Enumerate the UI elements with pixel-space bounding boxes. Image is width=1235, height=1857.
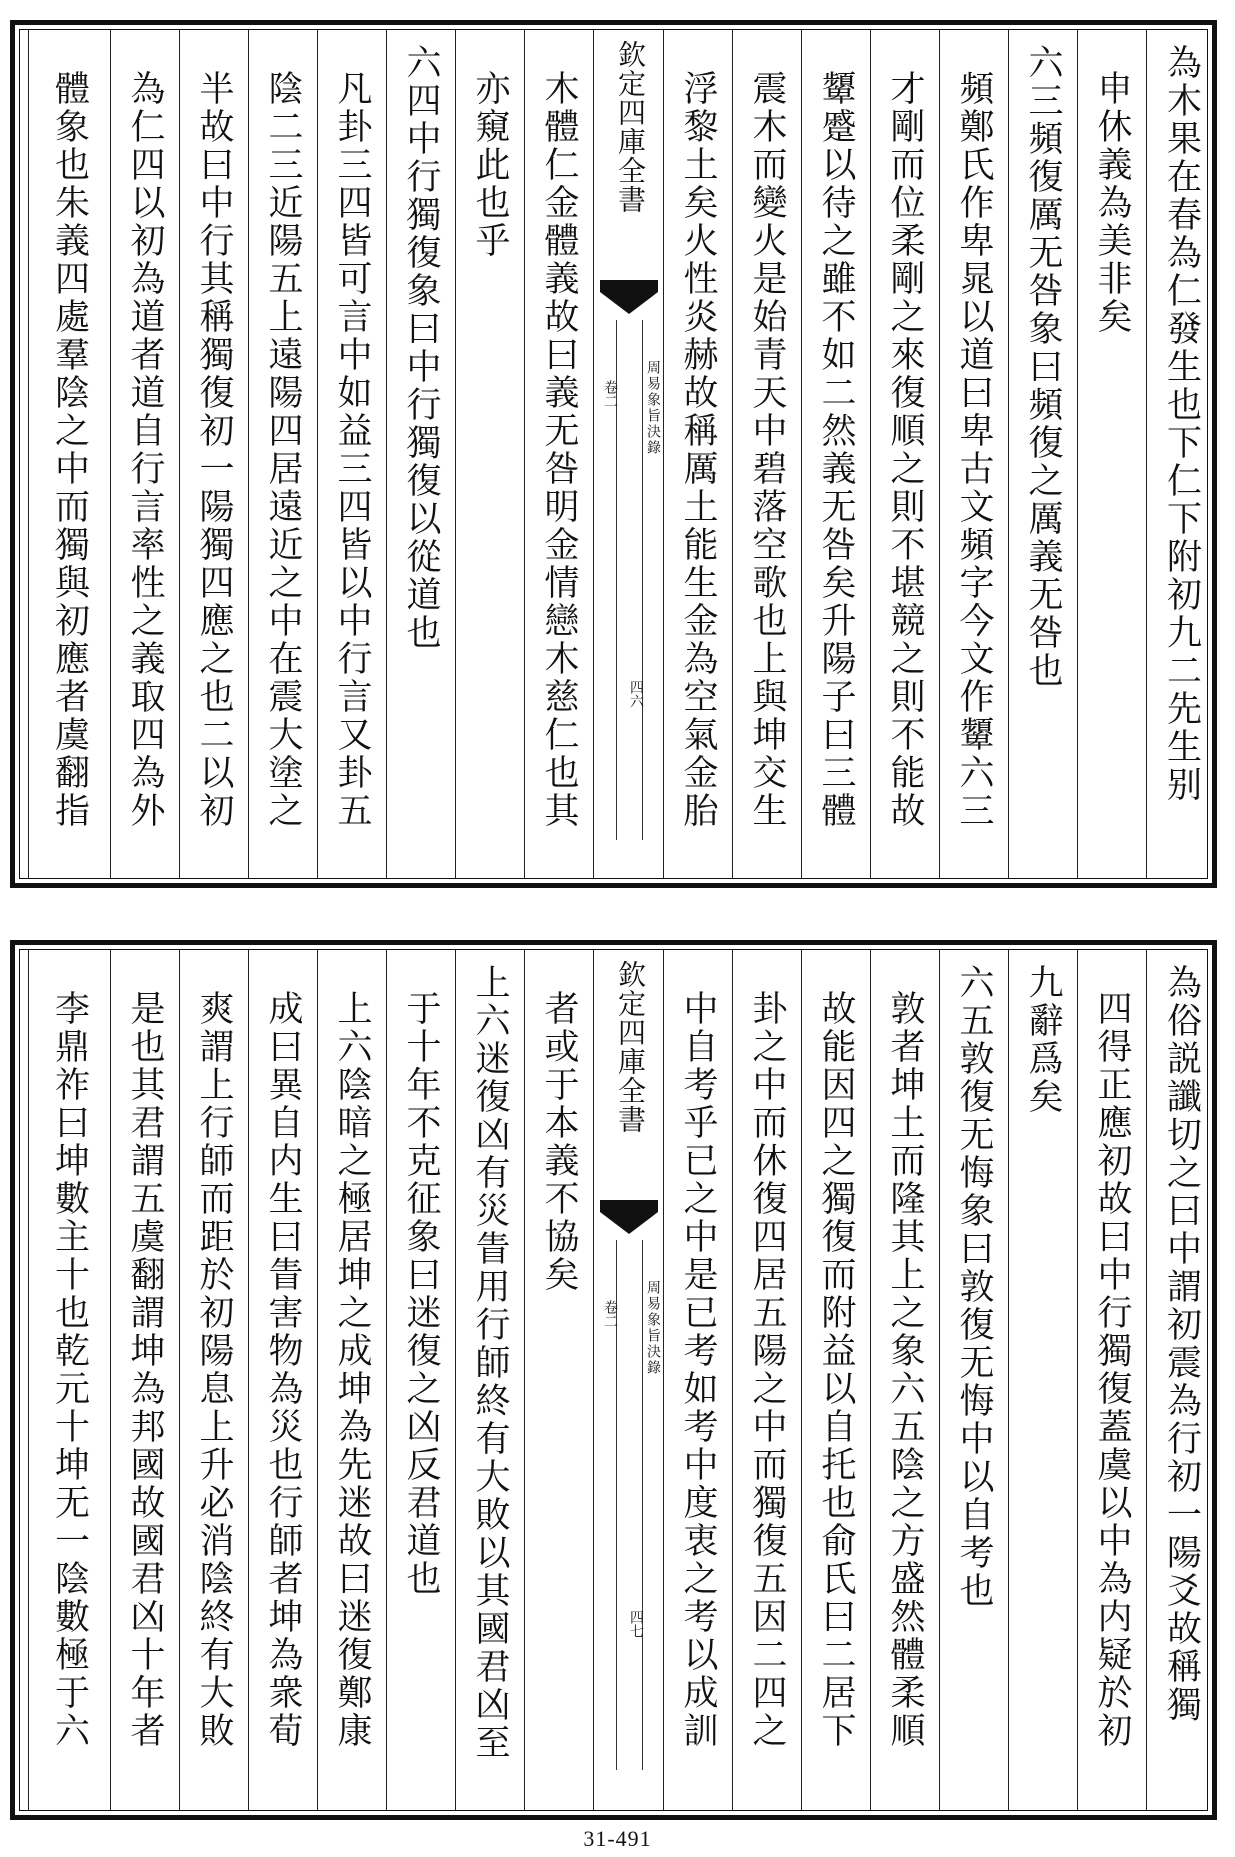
panel-frame (19, 949, 1208, 1811)
page-panel-bottom (10, 940, 1217, 1820)
text-column: 浮黎土矣火性炎赫故稱厲土能生金為空氣金胎 (663, 30, 732, 878)
side-title: 周易象旨決錄 (645, 1280, 661, 1376)
text-column: 申休義為美非矣 (1077, 30, 1146, 878)
text-column: 震木而變火是始青天中碧落空歌也上與坤交生 (732, 30, 801, 878)
text-column: 顰蹙以待之雖不如二然義无咎矣升陽子曰三體 (801, 30, 870, 878)
text-column: 敦者坤土而隆其上之象六五陰之方盛然體柔順 (870, 950, 939, 1810)
text-column: 六三頻復厲无咎象曰頻復之厲義无咎也 (1008, 30, 1077, 878)
page-panel-top (10, 20, 1217, 888)
text-column: 成曰異自内生曰眚害物為災也行師者坤為衆荀 (248, 950, 317, 1810)
text-column: 是也其君謂五虞翻謂坤為邦國故國君凶十年者 (110, 950, 179, 1810)
panel-frame (19, 29, 1208, 879)
center-fold (593, 30, 663, 878)
text-column: 上六迷復凶有災眚用行師終有大敗以其國君凶至 (455, 950, 524, 1810)
text-column: 卦之中而休復四居五陽之中而獨復五因二四之 (732, 950, 801, 1810)
text-column: 為木果在春為仁發生也下仁下附初九二先生别 (1146, 30, 1216, 878)
page-number: 31-491 (583, 1826, 652, 1851)
juan-label: 卷二 (602, 380, 618, 408)
text-column: 李鼎祚曰坤數主十也乾元十坤无一陰數極于六 (28, 950, 110, 1810)
juan-label: 卷二 (602, 1300, 618, 1328)
text-column: 頻鄭氏作卑晁以道曰卑古文頻字今文作顰六三 (939, 30, 1008, 878)
text-column: 木體仁金體義故曰義无咎明金情戀木慈仁也其 (524, 30, 593, 878)
side-title: 周易象旨決錄 (645, 360, 661, 456)
text-column: 上六陰暗之極居坤之成坤為先迷故曰迷復鄭康 (317, 950, 386, 1810)
fishtail-ornament (600, 280, 658, 314)
text-column: 者或于本義不協矣 (524, 950, 593, 1810)
text-column: 陰二三近陽五上遠陽四居遠近之中在震大塗之 (248, 30, 317, 878)
text-column: 為俗説讖切之曰中謂初震為行初一陽爻故稱獨 (1146, 950, 1216, 1810)
text-column: 于十年不克征象曰迷復之凶反君道也 (386, 950, 455, 1810)
text-column: 爽謂上行師而距於初陽息上升必消陰終有大敗 (179, 950, 248, 1810)
text-column: 六五敦復无悔象曰敦復无悔中以自考也 (939, 950, 1008, 1810)
leaf-number: 四六 (628, 680, 644, 708)
leaf-number: 四七 (628, 1610, 644, 1638)
text-column: 半故曰中行其稱獨復初一陽獨四應之也二以初 (179, 30, 248, 878)
text-column: 為仁四以初為道者道自行言率性之義取四為外 (110, 30, 179, 878)
text-column: 中自考乎已之中是已考如考中度衷之考以成訓 (663, 950, 732, 1810)
text-column: 體象也朱義四處羣陰之中而獨與初應者虞翻指 (28, 30, 110, 878)
center-fold (593, 950, 663, 1810)
text-column: 亦窺此也乎 (455, 30, 524, 878)
text-column: 九辭爲矣 (1008, 950, 1077, 1810)
text-column: 六四中行獨復象曰中行獨復以從道也 (386, 30, 455, 878)
text-column: 才剛而位柔剛之來復順之則不堪競之則不能故 (870, 30, 939, 878)
book-title: 欽定四庫全書 (614, 960, 647, 1134)
fishtail-ornament (600, 1200, 658, 1234)
text-column: 故能因四之獨復而附益以自托也俞氏曰二居下 (801, 950, 870, 1810)
text-column: 凡卦三四皆可言中如益三四皆以中行言又卦五 (317, 30, 386, 878)
book-title: 欽定四庫全書 (614, 40, 647, 214)
text-column: 四得正應初故曰中行獨復蓋虞以中為内疑於初 (1077, 950, 1146, 1810)
